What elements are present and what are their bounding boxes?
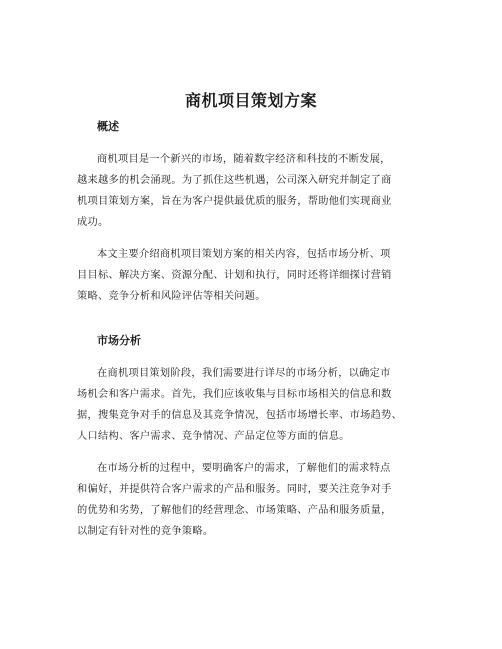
overview-p2-line1: 本文主要介绍商机项目策划方案的相关内容，包括市场分析、项	[97, 249, 391, 260]
market-p1-line1: 在商机项目策划阶段，我们需要进行详尽的市场分析，以确定市	[97, 368, 391, 379]
overview-p2-line2: 目目标、解决方案、资源分配、计划和执行，同时还将详细探讨营销	[77, 270, 392, 281]
overview-p2-line3: 策略、竞争分析和风险评估等相关问题。	[77, 291, 266, 302]
overview-p1-line2: 越来越多的机会涌现。为了抓住这些机遇，公司深入研究并制定了商	[77, 175, 392, 186]
market-p2-line1: 在市场分析的过程中，要明确客户的需求，了解他们的需求特点	[97, 463, 391, 474]
market-p1-line3: 据，搜集竞争对手的信息及其竞争情况，包括市场增长率、市场趋势、	[77, 410, 403, 421]
market-p1-line4: 人口结构、客户需求、竞争情况、产品定位等方面的信息。	[77, 431, 350, 442]
overview-p1-line4: 成功。	[77, 217, 109, 228]
market-p1-line2: 场机会和客户需求。首先，我们应该收集与目标市场相关的信息和数	[77, 389, 392, 400]
section-heading-market-analysis: 市场分析	[97, 334, 141, 347]
overview-p1-line3: 机项目策划方案，旨在为客户提供最优质的服务，帮助他们实现商业	[77, 196, 392, 207]
market-p2-line2: 和偏好，并提供符合客户需求的产品和服务。同时，要关注竞争对手	[77, 484, 392, 495]
overview-p1-line1: 商机项目是一个新兴的市场，随着数字经济和科技的不断发展，	[97, 154, 391, 165]
market-p2-line4: 以制定有针对性的竞争策略。	[77, 526, 214, 537]
market-p2-line3: 的优势和劣势，了解他们的经营理念、市场策略、产品和服务质量，	[77, 505, 392, 516]
page-title: 商机项目策划方案	[184, 91, 317, 110]
section-heading-overview: 概述	[97, 120, 119, 133]
